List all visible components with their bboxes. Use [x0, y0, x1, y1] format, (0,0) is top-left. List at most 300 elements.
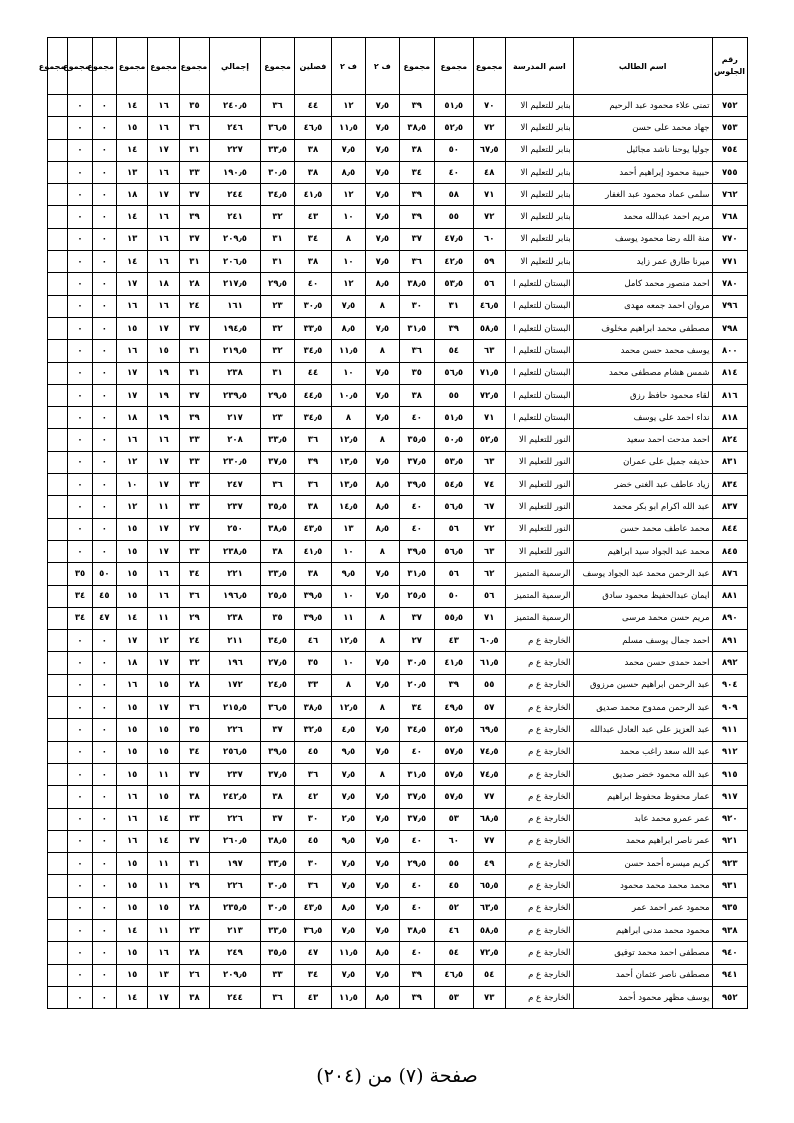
- score-cell: ٥٣٫٥: [435, 451, 473, 473]
- table-row: [48, 630, 748, 652]
- score-cell: ٢٨: [179, 273, 209, 295]
- score-cell: ٠: [92, 407, 116, 429]
- score-cell: ٨٫٥: [366, 496, 399, 518]
- score-cell: ١٤: [116, 251, 147, 273]
- score-cell: ٥٨٫٥: [473, 919, 505, 941]
- score-cell: ١٦: [148, 942, 179, 964]
- score-cell: ٧٠: [473, 95, 505, 117]
- school-name-cell: البستان للتعليم ا: [505, 295, 573, 317]
- score-cell: ٧٫٥: [366, 585, 399, 607]
- score-cell: ٢٠٨: [210, 429, 261, 451]
- score-cell: ١١: [148, 853, 179, 875]
- score-cell: ٠: [92, 942, 116, 964]
- score-cell: ٢٦٠٫٥: [210, 830, 261, 852]
- score-cell: ٤٥: [295, 741, 331, 763]
- score-cell: ٢٣٧: [210, 763, 261, 785]
- score-cell: ١٧: [148, 184, 179, 206]
- column-header: ف ٢: [331, 38, 365, 95]
- table-row: [48, 964, 748, 986]
- score-cell: ١٧: [148, 474, 179, 496]
- score-cell: ٠: [92, 161, 116, 183]
- score-cell: ٥٣: [435, 808, 473, 830]
- school-name-cell: الخارجة ع م: [505, 630, 573, 652]
- score-cell: ٣٥٫٥: [260, 496, 294, 518]
- score-cell: ١٦: [148, 295, 179, 317]
- score-cell: ٢٥٦٫٥: [210, 741, 261, 763]
- score-cell: ٢٠٦٫٥: [210, 251, 261, 273]
- score-cell: ٥١٫٥: [435, 95, 473, 117]
- score-cell: ١٦: [148, 228, 179, 250]
- score-cell: ٣٩: [295, 451, 331, 473]
- score-cell: ٧٫٥: [366, 919, 399, 941]
- score-cell: ٣٧٫٥: [399, 451, 434, 473]
- score-cell: ٣٧: [179, 317, 209, 339]
- score-cell: ٠: [92, 117, 116, 139]
- score-cell: ٧٤٫٥: [473, 763, 505, 785]
- score-cell: ٧٫٥: [366, 206, 399, 228]
- score-cell: ٤٣٫٥: [295, 897, 331, 919]
- score-cell: ٣١: [179, 139, 209, 161]
- score-cell: ١١: [148, 763, 179, 785]
- score-cell: ١٢: [331, 95, 365, 117]
- score-cell: ١١: [331, 607, 365, 629]
- empty-cell: [48, 206, 68, 228]
- score-cell: ٢٨: [179, 674, 209, 696]
- table-row: [48, 786, 748, 808]
- score-cell: ٠: [68, 206, 92, 228]
- score-cell: ٣٧: [399, 228, 434, 250]
- score-cell: ٢٢٦: [210, 808, 261, 830]
- score-cell: ٧٫٥: [331, 295, 365, 317]
- score-cell: ١٨: [116, 652, 147, 674]
- score-cell: ٠: [92, 741, 116, 763]
- score-cell: ٤٦: [435, 919, 473, 941]
- score-cell: ١١٫٥: [331, 942, 365, 964]
- score-cell: ٣٦: [295, 429, 331, 451]
- score-cell: ٢٩٫٥: [260, 273, 294, 295]
- score-cell: ٤٠: [399, 875, 434, 897]
- score-cell: ٤٣: [295, 986, 331, 1008]
- school-name-cell: النور للتعليم الا: [505, 496, 573, 518]
- score-cell: ١٥: [116, 942, 147, 964]
- table-row: [48, 652, 748, 674]
- student-name-cell: لقاء محمود حافظ رزق: [573, 384, 712, 406]
- score-cell: ١٤: [116, 986, 147, 1008]
- school-name-cell: الخارجة ع م: [505, 763, 573, 785]
- empty-cell: [48, 317, 68, 339]
- score-cell: ٨: [331, 228, 365, 250]
- page-footer: صفحة (٧) من (٢٠٤): [316, 1065, 478, 1087]
- score-cell: ٦٣: [473, 540, 505, 562]
- score-cell: ٢٥٫٥: [399, 585, 434, 607]
- score-cell: ٥٩: [473, 251, 505, 273]
- score-cell: ٣٩٫٥: [399, 540, 434, 562]
- seat-number-cell: ٩٢٣: [712, 853, 747, 875]
- score-cell: ١٣: [116, 161, 147, 183]
- student-name-cell: عبد الله محمود خضر صديق: [573, 763, 712, 785]
- seat-number-cell: ٩٢١: [712, 830, 747, 852]
- score-cell: ٠: [68, 763, 92, 785]
- score-cell: ٢٣٨: [210, 607, 261, 629]
- score-cell: ١٥: [116, 897, 147, 919]
- empty-cell: [48, 875, 68, 897]
- column-header: مجموع: [68, 38, 92, 95]
- score-cell: ٩٫٥: [331, 563, 365, 585]
- header-row: [48, 38, 748, 95]
- score-cell: ٧٫٥: [331, 853, 365, 875]
- table-row: [48, 95, 748, 117]
- score-cell: ٣٠٫٥: [260, 897, 294, 919]
- score-cell: ٧٫٥: [331, 875, 365, 897]
- empty-cell: [48, 786, 68, 808]
- score-cell: ٦٠: [435, 830, 473, 852]
- student-name-cell: يوسف مظهر محمود أحمد: [573, 986, 712, 1008]
- empty-cell: [48, 630, 68, 652]
- score-cell: ٠: [68, 474, 92, 496]
- score-cell: ٢٣: [260, 295, 294, 317]
- score-cell: ٧٫٥: [366, 875, 399, 897]
- score-cell: ٢٤: [179, 295, 209, 317]
- seat-number-cell: ٩٤١: [712, 964, 747, 986]
- score-cell: ١٩: [148, 362, 179, 384]
- score-cell: ٣٦: [399, 251, 434, 273]
- table-row: [48, 139, 748, 161]
- score-cell: ٠: [92, 295, 116, 317]
- student-name-cell: منة الله رضا محمود يوسف: [573, 228, 712, 250]
- score-cell: ١٩٤٫٥: [210, 317, 261, 339]
- column-header: اسم الطالب: [573, 38, 712, 95]
- score-cell: ٨: [366, 340, 399, 362]
- empty-cell: [48, 273, 68, 295]
- score-cell: ٣٨: [179, 986, 209, 1008]
- seat-number-cell: ٧٥٤: [712, 139, 747, 161]
- score-cell: ٢٩٫٥: [260, 384, 294, 406]
- score-cell: ١٧: [148, 540, 179, 562]
- score-cell: ٣٢: [179, 652, 209, 674]
- score-cell: ٠: [92, 251, 116, 273]
- empty-cell: [48, 607, 68, 629]
- score-cell: ١٨: [116, 407, 147, 429]
- table-row: [48, 853, 748, 875]
- student-name-cell: احمد مدحت احمد سعيد: [573, 429, 712, 451]
- score-cell: ٠: [92, 652, 116, 674]
- seat-number-cell: ٧٧١: [712, 251, 747, 273]
- score-cell: ٢٨: [179, 897, 209, 919]
- score-cell: ٥٤: [435, 340, 473, 362]
- score-cell: ١٤: [116, 607, 147, 629]
- score-cell: ٥٢٫٥: [435, 719, 473, 741]
- score-cell: ٣١٫٥: [399, 317, 434, 339]
- school-name-cell: الخارجة ع م: [505, 697, 573, 719]
- score-cell: ٧٫٥: [366, 384, 399, 406]
- score-cell: ٥٠٫٥: [435, 429, 473, 451]
- score-cell: ١٦: [116, 295, 147, 317]
- seat-number-cell: ٨٢٤: [712, 429, 747, 451]
- table-row: [48, 496, 748, 518]
- score-cell: ٣٤: [399, 697, 434, 719]
- empty-cell: [48, 474, 68, 496]
- student-name-cell: حبيبة محمود إبراهيم أحمد: [573, 161, 712, 183]
- score-cell: ٣٤٫٥: [260, 184, 294, 206]
- score-cell: ٠: [92, 763, 116, 785]
- score-cell: ٣٨: [260, 786, 294, 808]
- score-cell: ٨٫٥: [366, 986, 399, 1008]
- score-cell: ٣٨: [295, 563, 331, 585]
- score-cell: ٣٦: [179, 117, 209, 139]
- score-cell: ٥٦٫٥: [435, 540, 473, 562]
- score-cell: ٠: [92, 95, 116, 117]
- score-cell: ٣٣٫٥: [260, 563, 294, 585]
- score-cell: ٥٨٫٥: [473, 317, 505, 339]
- score-cell: ١٥: [116, 518, 147, 540]
- score-cell: ٠: [92, 808, 116, 830]
- student-name-cell: يوسف محمد حسن محمد: [573, 340, 712, 362]
- school-name-cell: البستان للتعليم ا: [505, 407, 573, 429]
- score-cell: ٧١: [473, 607, 505, 629]
- score-cell: ٩٫٥: [331, 741, 365, 763]
- score-cell: ٣٩: [399, 206, 434, 228]
- score-cell: ٠: [92, 875, 116, 897]
- score-cell: ٠: [68, 897, 92, 919]
- score-cell: ١٧: [116, 362, 147, 384]
- column-header: رقم الجلوس: [712, 38, 747, 95]
- score-cell: ٦٧: [473, 496, 505, 518]
- score-cell: ٣٨٫٥: [260, 830, 294, 852]
- table-row: [48, 474, 748, 496]
- score-cell: ٠: [68, 741, 92, 763]
- seat-number-cell: ٩١٥: [712, 763, 747, 785]
- school-name-cell: الرسمية المتميز: [505, 563, 573, 585]
- seat-number-cell: ٩٣٨: [712, 919, 747, 941]
- score-cell: ٧٫٥: [366, 719, 399, 741]
- score-cell: ١٠: [331, 206, 365, 228]
- seat-number-cell: ٧٩٦: [712, 295, 747, 317]
- school-name-cell: الخارجة ع م: [505, 830, 573, 852]
- score-cell: ٣٨: [295, 161, 331, 183]
- score-cell: ١٠: [331, 652, 365, 674]
- score-cell: ٧١: [473, 407, 505, 429]
- score-cell: ٤٠: [399, 942, 434, 964]
- seat-number-cell: ٩٠٤: [712, 674, 747, 696]
- score-cell: ٦٩٫٥: [473, 719, 505, 741]
- score-cell: ٠: [92, 184, 116, 206]
- table-row: [48, 942, 748, 964]
- score-cell: ٢٣٧: [210, 496, 261, 518]
- student-name-cell: نداء احمد على يوسف: [573, 407, 712, 429]
- empty-cell: [48, 964, 68, 986]
- school-name-cell: بنابر للتعليم الا: [505, 95, 573, 117]
- score-cell: ٠: [68, 652, 92, 674]
- score-cell: ٣٥: [68, 563, 92, 585]
- student-name-cell: عمار محفوظ محفوظ ابراهيم: [573, 786, 712, 808]
- score-cell: ٠: [68, 317, 92, 339]
- school-name-cell: الرسمية المتميز: [505, 607, 573, 629]
- score-cell: ٤٣: [435, 630, 473, 652]
- school-name-cell: البستان للتعليم ا: [505, 317, 573, 339]
- seat-number-cell: ٨٨١: [712, 585, 747, 607]
- student-name-cell: محمد عاطف محمد حسن: [573, 518, 712, 540]
- empty-cell: [48, 139, 68, 161]
- column-header: مجموع: [399, 38, 434, 95]
- score-cell: ٢١٣: [210, 919, 261, 941]
- score-cell: ١٧: [116, 384, 147, 406]
- score-cell: ١٠: [116, 474, 147, 496]
- score-cell: ٠: [92, 340, 116, 362]
- empty-cell: [48, 897, 68, 919]
- school-name-cell: الخارجة ع م: [505, 808, 573, 830]
- score-cell: ٠: [68, 362, 92, 384]
- score-cell: ٧٫٥: [366, 830, 399, 852]
- school-name-cell: النور للتعليم الا: [505, 540, 573, 562]
- student-name-cell: محمد عبد الجواد سيد ابراهيم: [573, 540, 712, 562]
- score-cell: ٣٠٫٥: [260, 875, 294, 897]
- score-cell: ٣٣٫٥: [260, 139, 294, 161]
- empty-cell: [48, 184, 68, 206]
- table-header: [38, 38, 748, 95]
- score-cell: ٥٠: [92, 563, 116, 585]
- score-cell: ٠: [92, 853, 116, 875]
- score-cell: ٥٢٫٥: [435, 117, 473, 139]
- score-cell: ٣٦: [179, 697, 209, 719]
- score-cell: ٢٧٫٥: [260, 652, 294, 674]
- score-cell: ٠: [92, 429, 116, 451]
- score-cell: ٣٩: [399, 184, 434, 206]
- score-cell: ١٥: [148, 674, 179, 696]
- score-cell: ٥٦: [473, 585, 505, 607]
- score-cell: ١٠: [331, 251, 365, 273]
- score-cell: ٨٫٥: [331, 897, 365, 919]
- column-header: مجموع: [260, 38, 294, 95]
- score-cell: ٥٨: [435, 184, 473, 206]
- score-cell: ٥٠: [435, 585, 473, 607]
- score-cell: ٣٤: [179, 741, 209, 763]
- score-cell: ٧٫٥: [366, 652, 399, 674]
- school-name-cell: بنابر للتعليم الا: [505, 117, 573, 139]
- score-cell: ٠: [68, 273, 92, 295]
- score-cell: ٣٢: [260, 340, 294, 362]
- score-cell: ٣٣٫٥: [295, 317, 331, 339]
- score-cell: ٤١٫٥: [295, 540, 331, 562]
- score-cell: ١٥: [116, 317, 147, 339]
- empty-cell: [48, 407, 68, 429]
- score-cell: ٧٢: [473, 518, 505, 540]
- seat-number-cell: ٨٩١: [712, 630, 747, 652]
- score-cell: ٠: [92, 719, 116, 741]
- score-cell: ٣٤: [295, 228, 331, 250]
- score-cell: ٣٦: [179, 585, 209, 607]
- score-cell: ١٥: [116, 719, 147, 741]
- score-cell: ٤٧: [295, 942, 331, 964]
- score-cell: ١٥: [116, 540, 147, 562]
- student-name-cell: مصطفى احمد محمد توفيق: [573, 942, 712, 964]
- score-cell: ٢٤٫٥: [260, 674, 294, 696]
- table-row: [48, 295, 748, 317]
- score-cell: ١٦: [116, 429, 147, 451]
- score-cell: ٨٫٥: [331, 317, 365, 339]
- score-cell: ٥٧٫٥: [435, 786, 473, 808]
- score-cell: ٣٣٫٥: [260, 919, 294, 941]
- score-cell: ٧٫٥: [366, 674, 399, 696]
- score-cell: ١٤: [116, 95, 147, 117]
- column-header: ف ٢: [366, 38, 399, 95]
- table-row: [48, 808, 748, 830]
- score-cell: ٣٨: [295, 496, 331, 518]
- score-cell: ٤٤: [295, 362, 331, 384]
- score-cell: ١٦: [148, 95, 179, 117]
- score-cell: ٢٦: [179, 964, 209, 986]
- score-cell: ٣٧: [179, 763, 209, 785]
- score-cell: ٠: [92, 228, 116, 250]
- score-cell: ١٧: [148, 317, 179, 339]
- school-name-cell: البستان للتعليم ا: [505, 384, 573, 406]
- score-cell: ٠: [68, 295, 92, 317]
- score-cell: ٣٤: [399, 161, 434, 183]
- score-cell: ١٩٦٫٥: [210, 585, 261, 607]
- score-cell: ١٩: [148, 407, 179, 429]
- empty-cell: [48, 697, 68, 719]
- score-cell: ١٩٧: [210, 853, 261, 875]
- score-cell: ٥٦: [435, 563, 473, 585]
- student-name-cell: عبد الرحمن محمد عبد الجواد يوسف: [573, 563, 712, 585]
- score-cell: ٧١٫٥: [473, 362, 505, 384]
- score-cell: ٢٩: [179, 607, 209, 629]
- score-cell: ٤٣٫٥: [295, 518, 331, 540]
- score-cell: ٠: [68, 786, 92, 808]
- score-cell: ١٥: [116, 741, 147, 763]
- empty-cell: [48, 585, 68, 607]
- student-name-cell: عبد الله اكرام ابو بكر محمد: [573, 496, 712, 518]
- score-cell: ٢١٧: [210, 407, 261, 429]
- seat-number-cell: ٨٤٥: [712, 540, 747, 562]
- table-row: [48, 897, 748, 919]
- table-row: [48, 674, 748, 696]
- score-cell: ٧٤: [473, 474, 505, 496]
- empty-cell: [48, 853, 68, 875]
- student-name-cell: عبد الرحمن ممدوح محمد صديق: [573, 697, 712, 719]
- score-cell: ٢٧: [399, 630, 434, 652]
- score-cell: ١١٫٥: [331, 117, 365, 139]
- score-cell: ١٨: [116, 184, 147, 206]
- empty-cell: [48, 251, 68, 273]
- seat-number-cell: ٨١٨: [712, 407, 747, 429]
- score-cell: ٣١: [260, 228, 294, 250]
- score-cell: ١٥: [116, 697, 147, 719]
- score-cell: ١٢: [116, 451, 147, 473]
- empty-cell: [48, 429, 68, 451]
- score-cell: ٨: [331, 407, 365, 429]
- score-cell: ٤٫٥: [331, 719, 365, 741]
- score-cell: ٣٧٫٥: [260, 763, 294, 785]
- school-name-cell: البستان للتعليم ا: [505, 340, 573, 362]
- score-cell: ١٥: [116, 563, 147, 585]
- score-cell: ٠: [92, 897, 116, 919]
- score-cell: ٣٠: [295, 853, 331, 875]
- seat-number-cell: ٩٣١: [712, 875, 747, 897]
- score-cell: ٢١١: [210, 630, 261, 652]
- score-cell: ٠: [92, 697, 116, 719]
- seat-number-cell: ٨٩٠: [712, 607, 747, 629]
- score-cell: ١١: [148, 875, 179, 897]
- score-cell: ١٣: [331, 518, 365, 540]
- score-cell: ٧٫٥: [331, 919, 365, 941]
- score-cell: ٧٤٫٥: [473, 741, 505, 763]
- empty-cell: [48, 117, 68, 139]
- score-cell: ٨٫٥: [366, 518, 399, 540]
- score-cell: ٦٣: [473, 340, 505, 362]
- score-cell: ٥٣٫٥: [435, 273, 473, 295]
- score-cell: ٣٩: [399, 986, 434, 1008]
- score-cell: ٨٫٥: [331, 161, 365, 183]
